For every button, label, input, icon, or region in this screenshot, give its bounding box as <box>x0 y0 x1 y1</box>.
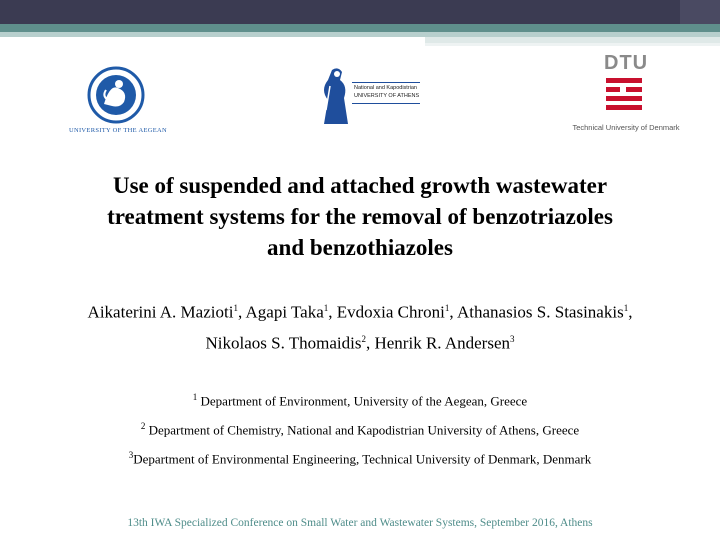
author-affiliation-mark: 1 <box>233 303 238 313</box>
title-line-1: Use of suspended and attached growth wastewater <box>112 173 608 198</box>
header-stripe <box>0 24 720 32</box>
athens-logo-rule-top <box>352 82 420 83</box>
athena-figure-icon <box>318 66 354 128</box>
dtu-logo-mark: DTU <box>604 52 649 74</box>
author-name: Henrik R. Andersen <box>374 333 510 353</box>
author-affiliation-mark: 1 <box>623 303 629 313</box>
author-name: Agapi Taka <box>245 302 324 322</box>
conference-footer: 13th IWA Specialized Conference on Small Water and Wastewater Systems, September 2016, Athens <box>127 517 593 529</box>
affiliation-2 <box>40 421 680 438</box>
affiliation-3 <box>40 450 680 467</box>
athens-logo <box>318 66 418 130</box>
athens-logo-rule-bottom <box>352 103 420 104</box>
aegean-logo-label: UNIVERSITY OF THE AEGEAN <box>68 127 167 134</box>
dtu-logo <box>556 52 696 134</box>
affiliation-text: Department of Chemistry, National and Kapodistrian University of Athens, Greece <box>148 422 580 438</box>
title-line-2: treatment systems for the removal of benzotriazoles <box>107 204 613 229</box>
affiliation-1 <box>40 392 680 409</box>
aegean-seal-icon <box>58 66 178 124</box>
affiliation-text: Department of Environmental Engineering, Technical University of Denmark, Denmark <box>133 451 592 467</box>
author-name: Evdoxia Chroni <box>336 302 445 322</box>
slide-title <box>30 170 690 263</box>
title-line-3: and benzothiazoles <box>267 235 453 260</box>
author-list: Aikaterini A. Mazioti$^1$, Agapi Taka$^1$, Evdoxia Chroni$^1$, Athanasios S. Stasinakis$^1$, Nikolaos S. Thomaidis$^2$, Henrik R. Andersen$^3$ <box>87 302 633 353</box>
affiliation-number: 2 <box>140 421 146 431</box>
author-affiliation-mark: 2 <box>361 333 366 344</box>
author-affiliation-mark: 1 <box>323 303 329 313</box>
author-name: Aikaterini A. Mazioti <box>87 302 234 322</box>
header-stripe-fade-2 <box>425 43 720 46</box>
header-accent <box>680 0 720 24</box>
header-bar <box>0 0 720 24</box>
affiliation-text: Department of Environment, University of the Aegean, Greece <box>200 393 528 409</box>
athens-logo-line1: National and Kapodistrian <box>354 85 417 91</box>
dtu-bars-icon <box>604 78 644 112</box>
author-affiliation-mark: 1 <box>444 303 450 313</box>
author-name: Nikolaos S. Thomaidis <box>205 333 362 353</box>
athens-logo-line2: UNIVERSITY OF ATHENS <box>354 93 420 99</box>
author-affiliation-mark: 3 <box>510 333 515 344</box>
affiliation-number: 3 <box>128 450 134 460</box>
aegean-logo <box>58 66 178 138</box>
affiliation-number: 1 <box>192 392 198 402</box>
dtu-logo-label: Technical University of Denmark <box>572 123 680 132</box>
author-name: Athanasios S. Stasinakis <box>456 302 624 322</box>
